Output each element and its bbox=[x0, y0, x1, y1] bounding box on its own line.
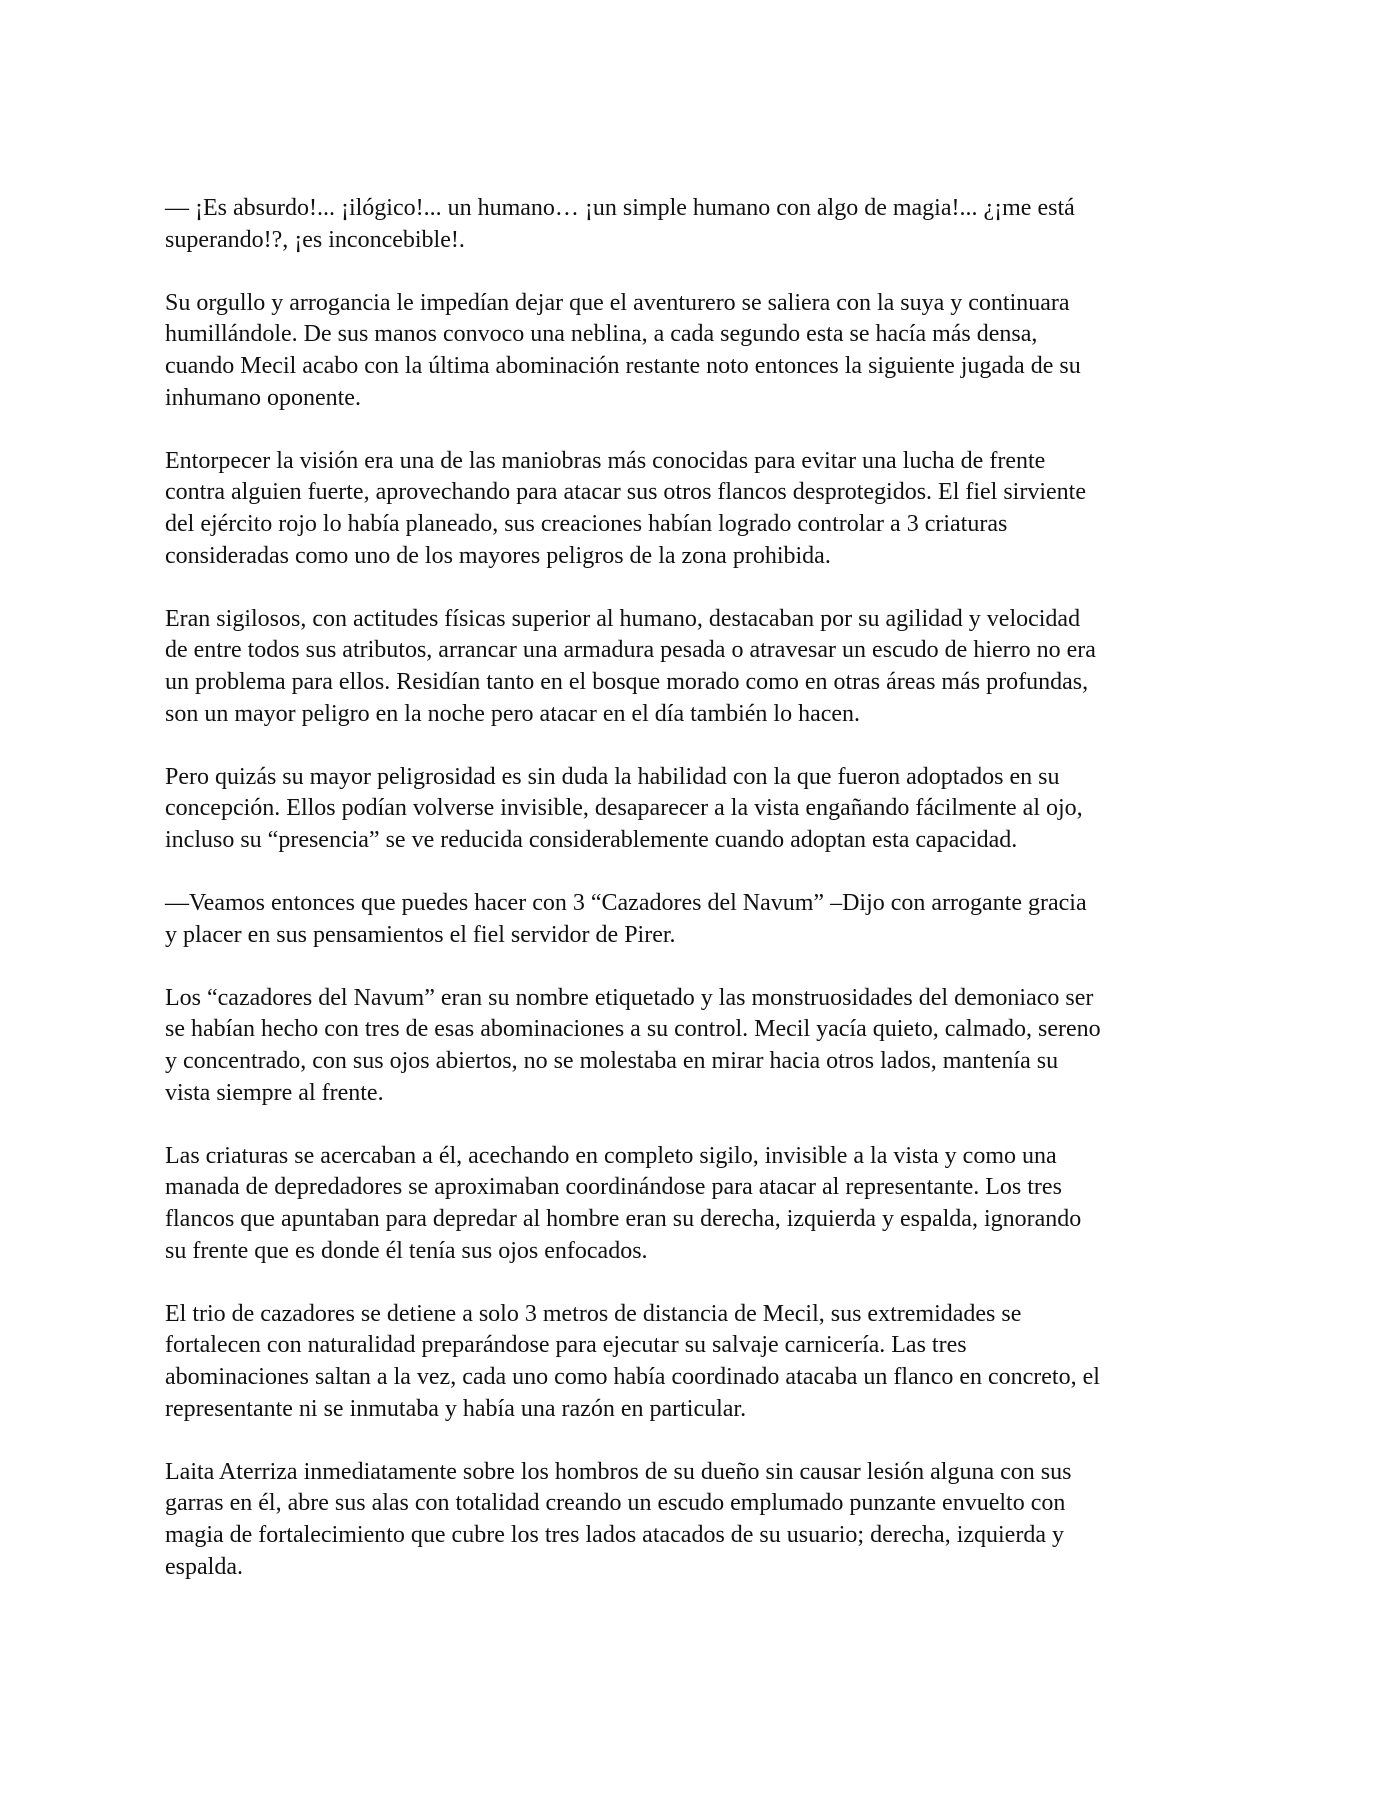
paragraph-7: Los “cazadores del Navum” eran su nombre etiquetado y las monstruosidades del demoniaco ser se habían hecho con tres de esas abominaciones a su control. Mecil yacía quieto, calmado, sereno y concentrado, con sus ojos abiertos, no se molestaba en mirar hacia otros lados, mantenía su vista siempre al frente. bbox=[165, 984, 1101, 1106]
paragraph-8: Las criaturas se acercaban a él, acechando en completo sigilo, invisible a la vista y como una manada de depredadores se aproximaban coordinándose para atacar al representante. Los tres flancos que apuntaban para depredar al hombre eran su derecha, izquierda y espalda, ignorando su frente que es donde él tenía sus ojos enfocados. bbox=[165, 1142, 1082, 1264]
paragraph-5: Pero quizás su mayor peligrosidad es sin duda la habilidad con la que fueron adoptados en su concepción. Ellos podían volverse invisible, desaparecer a la vista engañando fácilmente al ojo, incluso su “presencia” se ve reducida considerablemente cuando adoptan esta capacidad. bbox=[165, 763, 1083, 853]
paragraph-10: Laita Aterriza inmediatamente sobre los hombros de su dueño sin causar lesión alguna con sus garras en él, abre sus alas con totalidad creando un escudo emplumado punzante envuelto con magia de fortalecimiento que cubre los tres lados atacados de su usuario; derecha, izquierda y espalda. bbox=[165, 1458, 1072, 1580]
paragraph-9: El trio de cazadores se detiene a solo 3 metros de distancia de Mecil, sus extremidades se fortalecen con naturalidad preparándose para ejecutar su salvaje carnicería. Las tres abominaciones saltan a la vez, cada uno como había coordinado atacaba un flanco en concreto, el representante ni se inmutaba y había una razón en particular. bbox=[165, 1300, 1100, 1422]
paragraph-2: Su orgullo y arrogancia le impedían dejar que el aventurero se saliera con la suya y continuara humillándole. De sus manos convoco una neblina, a cada segundo esta se hacía más densa, cuando Mecil acabo con la última abominación restante noto entonces la siguiente jugada de su inhumano oponente. bbox=[165, 289, 1081, 411]
paragraph-1: — ¡Es absurdo!... ¡ilógico!... un humano… ¡un simple humano con algo de magia!... ¿¡me está superando!?, ¡es inconcebible!. bbox=[165, 195, 1075, 253]
paragraph-6: —Veamos entonces que puedes hacer con 3 “Cazadores del Navum” –Dijo con arrogante gracia y placer en sus pensamientos el fiel servidor de Pirer. bbox=[165, 890, 1087, 948]
document-page bbox=[165, 193, 1245, 1615]
paragraph-3: Entorpecer la visión era una de las maniobras más conocidas para evitar una lucha de frente contra alguien fuerte, aprovechando para atacar sus otros flancos desprotegidos. El fiel sirviente del ejército rojo lo había planeado, sus creaciones habían logrado controlar a 3 criaturas consideradas como uno de los mayores peligros de la zona prohibida. bbox=[165, 447, 1086, 569]
paragraph-4: Eran sigilosos, con actitudes físicas superior al humano, destacaban por su agilidad y velocidad de entre todos sus atributos, arrancar una armadura pesada o atravesar un escudo de hierro no era un problema para ellos. Residían tanto en el bosque morado como en otras áreas más profundas, son un mayor peligro en la noche pero atacar en el día también lo hacen. bbox=[165, 605, 1096, 727]
